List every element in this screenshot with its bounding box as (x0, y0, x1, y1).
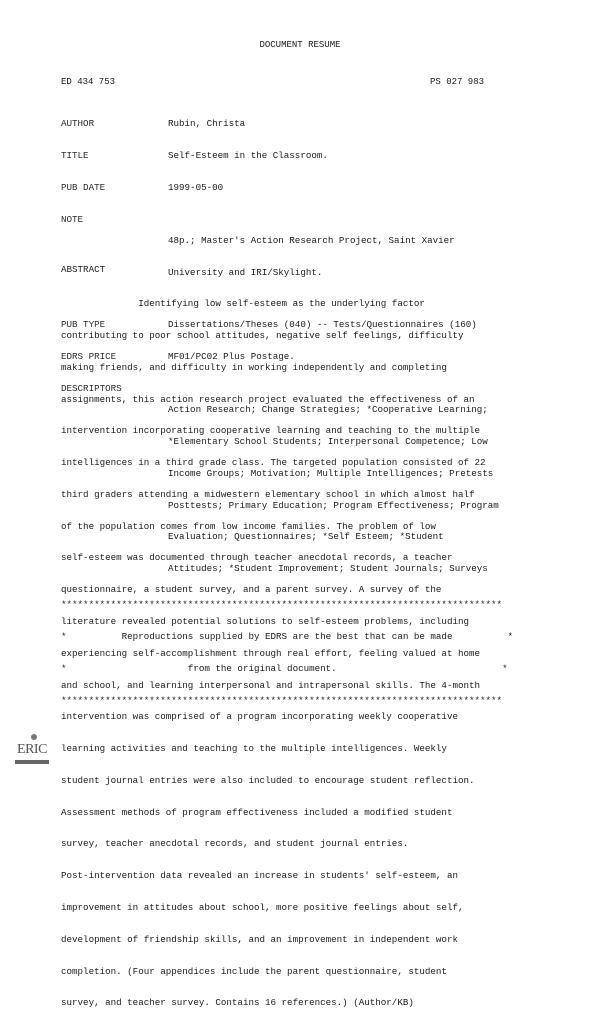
abstract-line: survey, and teacher survey. Contains 16 references.) (Author/KB) (61, 997, 414, 1009)
field-label: EDRS PRICE (61, 351, 117, 363)
abstract-line: student journal entries were also included to encourage student reflection. (61, 774, 475, 786)
field-value: Self-Esteem in the Classroom. (168, 149, 328, 161)
field-author (61, 119, 581, 130)
field-value: Evaluation; Questionnaires; *Self Esteem; *Student (168, 531, 444, 543)
logo-globe-icon (31, 734, 37, 740)
field-value: 1999-05-00 (168, 181, 224, 193)
field-value: 48p.; Master's Action Research Project, Saint Xavier (168, 234, 455, 246)
document-title: DOCUMENT RESUME (259, 40, 341, 50)
ed-number: ED 434 753 (61, 77, 116, 87)
abstract-line: Identifying low self-esteem as the underlying factor (61, 298, 425, 310)
abstract-line: Assessment methods of program effectiveness included a modified student (61, 806, 453, 818)
notice-border-top: ******************************************************************************** (61, 599, 503, 611)
field-value: MF01/PC02 Plus Postage. (168, 351, 295, 363)
abstract-line: completion. (Four appendices include the parent questionnaire, student (61, 965, 447, 977)
abstract-line: questionnaire, a student survey, and a parent survey. A survey of the (61, 584, 442, 596)
field-label: PUB TYPE (61, 319, 106, 331)
abstract-line: learning activities and teaching to the multiple intelligences. Weekly (61, 743, 447, 755)
abstract-line: assignments, this action research project evaluated the effectiveness of an (61, 393, 475, 405)
abstract-line: and school, and learning interpersonal and intrapersonal skills. The 4-month (61, 679, 481, 691)
abstract-line: survey, teacher anecdotal records, and student journal entries. (61, 838, 409, 850)
eric-logo (14, 734, 50, 768)
field-value: Rubin, Christa (168, 118, 246, 130)
abstract-line: development of friendship skills, and an improvement in independent work (61, 933, 458, 945)
reproduction-notice-box (61, 579, 551, 717)
abstract-line: of the population comes from low income families. The problem of low (61, 520, 436, 532)
field-label: PUB DATE (61, 181, 106, 193)
field-value: Posttests; Primary Education; Program Effectiveness; Program (168, 499, 499, 511)
abstract-line: intervention incorporating cooperative learning and teaching to the multiple (61, 425, 481, 437)
abstract-heading: ABSTRACT (61, 264, 106, 275)
abstract-line: making friends, and difficulty in working independently and completing (61, 361, 447, 373)
abstract-line: intelligences in a third grade class. The targeted population consisted of 22 (61, 457, 486, 469)
field-value: Income Groups; Motivation; Multiple Intelligences; Pretests (168, 467, 494, 479)
field-label: NOTE (61, 213, 84, 225)
abstract-line: experiencing self-accomplishment through real effort, feeling valued at home (61, 647, 481, 659)
field-value: Dissertations/Theses (040) -- Tests/Questionnaires (160) (168, 319, 477, 331)
abstract-line: intervention was comprised of a program incorporating weekly cooperative (61, 711, 458, 723)
field-pub-date (61, 183, 581, 194)
field-value: University and IRI/Skylight. (168, 266, 323, 278)
field-value: Attitudes; *Student Improvement; Student Journals; Surveys (168, 563, 488, 575)
ps-number: PS 027 983 (430, 77, 485, 87)
abstract-line: contributing to poor school attitudes, negative self feelings, difficulty (61, 329, 464, 341)
logo-text: ERIC (17, 742, 47, 757)
abstract-line: third graders attending a midwestern elementary school in which almost half (61, 488, 475, 500)
notice-border-bottom: ******************************************************************************** (61, 694, 503, 706)
notice-line: * Reproductions supplied by EDRS are the best that can be made * (61, 630, 514, 642)
field-label: TITLE (61, 149, 89, 161)
abstract-line: self-esteem was documented through teacher anecdotal records, a teacher (61, 552, 453, 564)
abstract-line: Post-intervention data revealed an increase in students' self-esteem, an (61, 870, 458, 882)
field-label: AUTHOR (61, 118, 95, 130)
abstract-line: improvement in attitudes about school, more positive feelings about self, (61, 902, 464, 914)
abstract-line: literature revealed potential solutions to self-esteem problems, including (61, 616, 469, 627)
notice-line: * from the original document. * (61, 662, 508, 674)
field-label: DESCRIPTORS (61, 383, 122, 395)
logo-bar (15, 760, 49, 764)
field-value: *Elementary School Students; Interpersonal Competence; Low (168, 436, 488, 447)
field-title (61, 151, 581, 162)
field-value: Action Research; Change Strategies; *Cooperative Learning; (168, 404, 488, 416)
